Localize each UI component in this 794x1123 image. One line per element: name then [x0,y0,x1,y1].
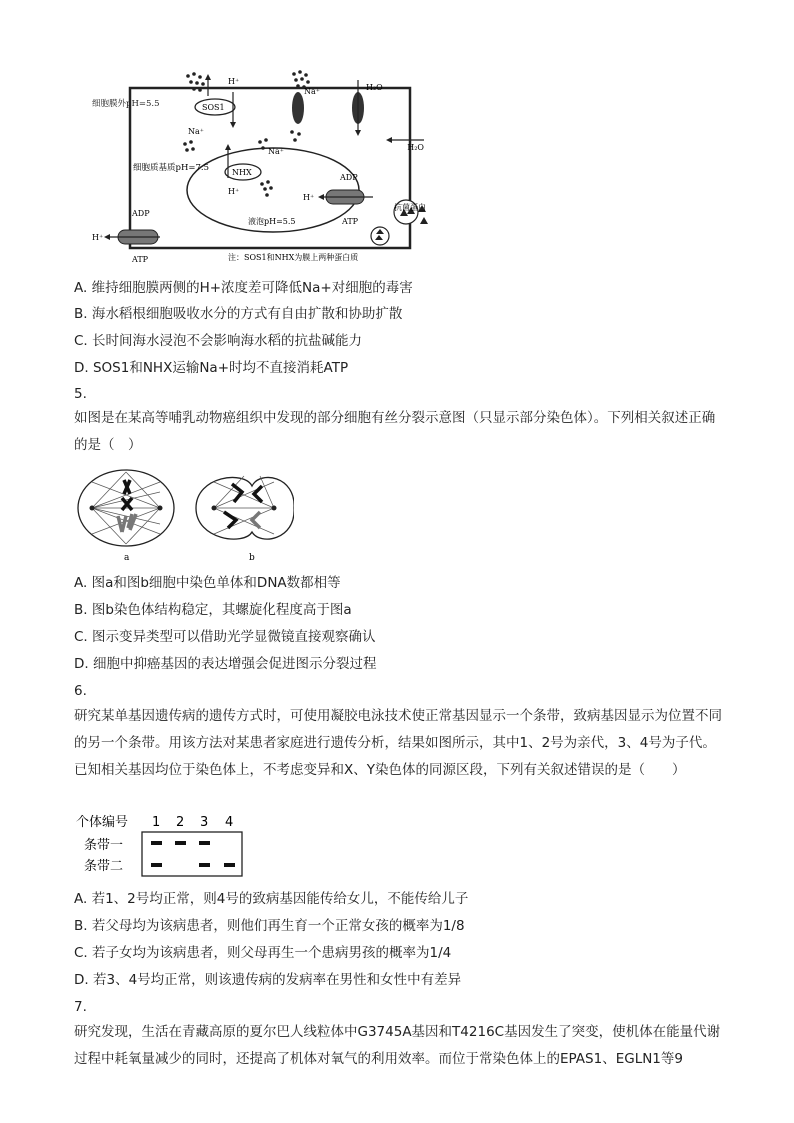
q5-option-c: C. 图示变异类型可以借助光学显微镜直接观察确认 [74,629,376,645]
band1-label: 条带一 [84,838,124,853]
q5-option-a: A. 图a和图b细胞中染色单体和DNA数都相等 [74,575,341,591]
q5-number: 5. [74,386,87,402]
na-channel [292,92,304,124]
band-mark-row1-col1 [151,841,162,845]
band-marks [151,841,235,867]
q4-option-b: B. 海水稻根细胞吸收水分的方式有自由扩散和协助扩散 [74,306,403,322]
band-mark-row2-col1 [151,863,162,867]
cell-a-label: a [124,553,130,562]
q6-number: 6. [74,683,87,699]
q6-option-d: D. 若3、4号均正常，则该遗传病的发病率在男性和女性中有差异 [74,972,462,988]
vacuole-ph-label: 液泡pH=5.5 [248,217,296,226]
q5-stem: 如图是在某高等哺乳动物癌组织中发现的部分细胞有丝分裂示意图（只显示部分染色体）。下列相关叙述正确的是（ ） [74,410,716,453]
band-mark-row1-col2 [175,841,186,845]
q4-option-c: C. 长时间海水浸泡不会影响海水稻的抗盐碱能力 [74,333,363,349]
atp-label-membrane: ATP [132,255,149,264]
q5-option-b: B. 图b染色体结构稳定，其螺旋化程度高于图a [74,602,352,618]
q5-option-d: D. 细胞中抑癌基因的表达增强会促进图示分裂过程 [74,656,377,672]
cytoplasm-ph-label: 细胞质基质pH=7.5 [133,163,209,173]
col-2-label: 2 [176,815,185,830]
h2o-label-top: H₂O [366,83,383,92]
col-4-label: 4 [225,815,234,830]
nhx-label: NHX [232,168,252,177]
q7-stem: 研究发现，生活在青藏高原的夏尔巴人线粒体中G3745A基因和T4216C基因发生了突变，使机体在能量代谢过程中耗氧量减少的同时，还提高了机体对氧气的利用效率。而位于常染色体上的EPAS1、EGLN1等9 [74,1024,721,1067]
adp-label-membrane: ADP [132,209,150,218]
cell-b [196,476,294,539]
q6-option-b: B. 若父母均为该病患者，则他们再生育一个正常女孩的概率为1/8 [74,918,465,934]
band2-label: 条带二 [84,859,124,874]
hplus-label-membrane: H⁺ [92,233,104,242]
hplus-label-vacuole: H⁺ [303,193,315,202]
antibacterial-protein-label: 抗菌蛋白 [394,203,426,212]
q6-stem: 研究某单基因遗传病的遗传方式时，可使用凝胶电泳技术使正常基因显示一个条带，致病基因显示为位置不同的另一个条带。用该方法对某患者家庭进行遗传分析，结果如图所示，其中1、2号为亲代，3、4号为子代。已知相关基因均位于染色体上，不考虑变异和X、Y染色体的同源区段，下列有关叙述错误的是（ ） [74,708,722,778]
outer-ph-label: 细胞膜外pH=5.5 [92,99,160,109]
cell-a [78,470,174,546]
ion-transport-diagram [88,62,428,267]
na-label-left: Na⁺ [188,127,204,136]
q4-option-a: A. 维持细胞膜两侧的H+浓度差可降低Na+对细胞的毒害 [74,280,413,296]
na-dots-top-middle [292,70,310,89]
hplus-label-nhx: H⁺ [228,187,240,196]
cell-b-label: b [249,553,255,562]
atp-label-vacuole: ATP [342,217,359,226]
q4-option-d: D. SOS1和NHX运输Na+时均不直接消耗ATP [74,360,349,376]
gel-electrophoresis-table [74,812,254,878]
na-label-nhx: Na⁺ [268,147,284,156]
band-mark-row2-col4 [224,863,235,867]
hplus-label-top: H⁺ [228,77,240,86]
q6-option-c: C. 若子女均为该病患者，则父母再生一个患病男孩的概率为1/4 [74,945,452,961]
table-header-label: 个体编号 [76,815,129,830]
mitosis-diagram [74,462,294,562]
diagram-note: 注：SOS1和NHX为膜上两种蛋白质 [228,253,359,262]
na-label-top: Na⁺ [304,87,320,96]
gel-frame [142,832,242,876]
col-3-label: 3 [200,815,209,830]
adp-label-vacuole: ADP [340,173,358,182]
col-1-label: 1 [152,815,161,830]
q6-option-a: A. 若1、2号均正常，则4号的致病基因能传给女儿，不能传给儿子 [74,891,469,907]
band-mark-row2-col3 [199,863,210,867]
sos1-label: SOS1 [202,103,225,112]
h2o-label-right: H₂O [407,143,424,152]
band-mark-row1-col3 [199,841,210,845]
q7-number: 7. [74,999,87,1015]
